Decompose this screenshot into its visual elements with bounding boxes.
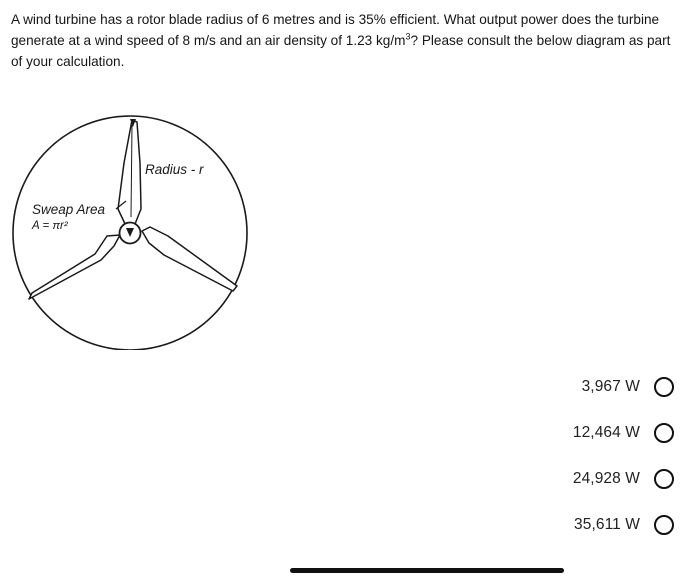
blade-right [142,227,237,291]
radio-button[interactable] [654,423,674,443]
question-text-main: A wind turbine has a rotor blade radius of 6 metres and is 35% efficient. What output power does the turbine generate at a wind speed of 8 m/s and an air density of 1.23 kg/m [11,12,660,48]
option-4-label: 35,611 W [574,515,640,533]
question-text [11,9,681,72]
radio-button[interactable] [654,515,674,535]
sweep-area-formula: A = πr² [32,220,68,232]
radio-button[interactable] [654,469,674,489]
sweep-area-label: Sweap Area [32,202,106,217]
radio-button[interactable] [654,377,674,397]
option-1[interactable] [582,373,674,400]
radius-label: Radius - r [145,162,204,177]
option-2[interactable] [573,419,674,446]
option-3-label: 24,928 W [572,469,640,487]
option-4[interactable] [574,511,674,538]
blade-left [29,235,120,299]
option-1-label: 3,967 W [581,377,640,395]
question-superscript: 3 [405,31,411,42]
home-indicator-bar[interactable] [290,568,564,573]
question-text-end: ? Please consult the below diagram as part of your calculation. [11,33,671,69]
wind-turbine-diagram [0,105,260,350]
option-2-label: 12,464 W [572,423,640,441]
option-3[interactable] [573,465,674,492]
answer-options [573,373,674,557]
blade-top [118,120,141,226]
